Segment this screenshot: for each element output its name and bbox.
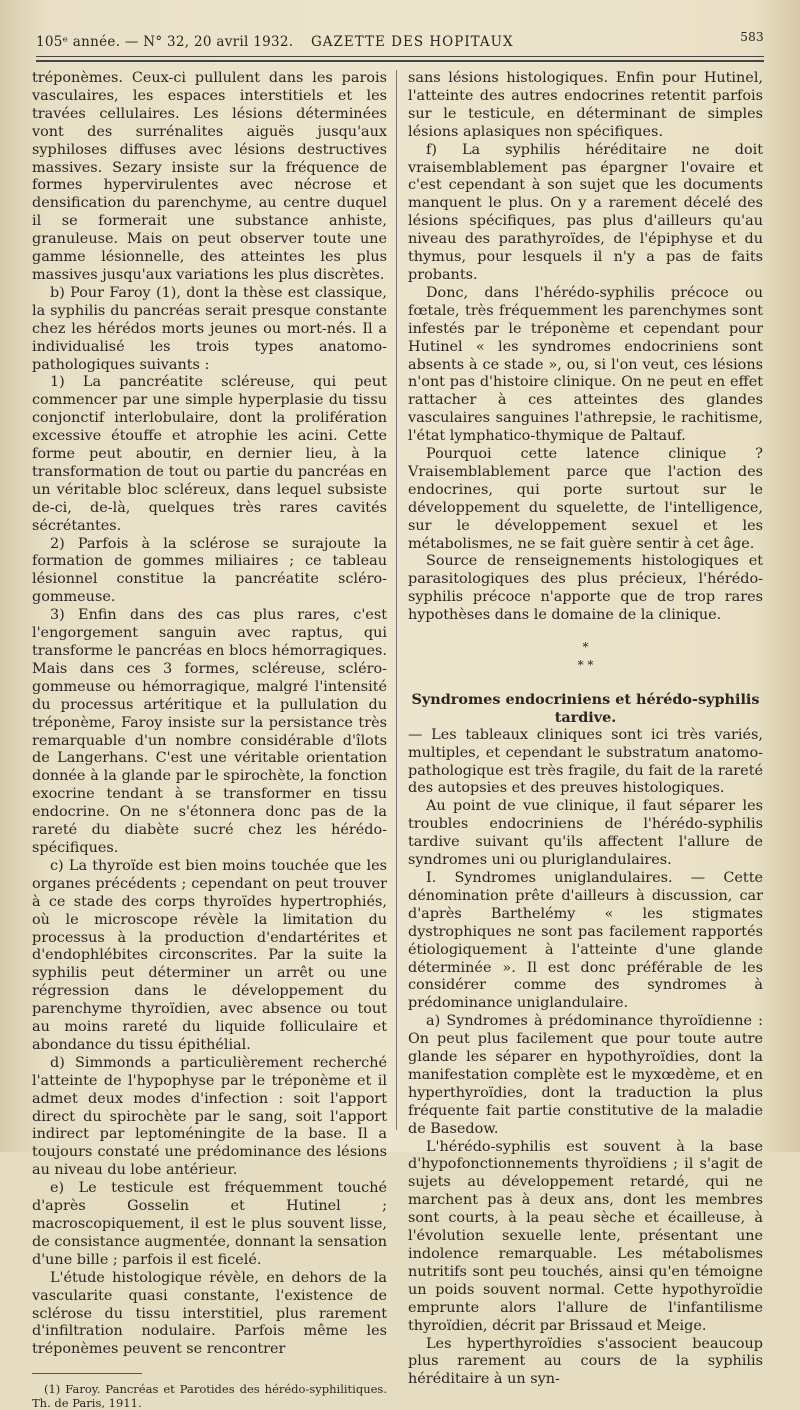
- paragraph: L'étude histologique révèle, en dehors de la vascularite quasi constante, l'existence de sclérose du tissu interstitiel, plus rarement d'infiltration nodulaire. Parfois même les tréponèmes peuvent se rencontrer: [32, 1269, 387, 1358]
- paragraph: 1) La pancréatite scléreuse, qui peut commencer par une simple hyperplasie du tissu conjonctif interlobulaire, dont la prolifération excessive étouffe et atrophie les acini. Cette forme peut aboutir, en dernier lieu, à la transformation de tout ou partie du pancréas en un véritable bloc scléreux, dans lequel subsiste de-ci, de-là, quelques très rares cavités sécrétantes.: [32, 374, 387, 534]
- paragraph: d) Simmonds a particulièrement recherché l'atteinte de l'hypophyse par le tréponème et il admet deux modes d'infection : soit l'apport direct du spirochète par le sang, soit l'apport indirect par leptoméningite de la base. Il a toujours constaté une prédominance des lésions au niveau du lobe antérieur.: [32, 1054, 387, 1179]
- left-column: [32, 70, 387, 1410]
- column-divider: [396, 70, 397, 1130]
- paragraph: f) La syphilis héréditaire ne doit vraisemblablement pas épargner l'ovaire et c'est cependant à son sujet que les documents manquent le plus. On y a rarement décelé des lésions spécifiques, pas plus d'ailleurs qu'au niveau des parathyroïdes, de l'épiphyse et du thymus, pour lesquels il n'y a pas de faits probants.: [408, 141, 763, 283]
- paragraph: tréponèmes. Ceux-ci pullulent dans les parois vasculaires, les espaces interstitiels et les travées cellulaires. Les lésions déterminées vont des surrénalites aiguës jusqu'aux syphiloses diffuses avec lésions destructives massives. Sezary insiste sur la fréquence de formes hypervirulentes avec nécrose et densification du parenchyme, au centre duquel il se formerait une substance anhiste, granuleuse. Mais on peut observer toute une gamme lésionnelle, des atteintes les plus massives jusqu'aux variations les plus discrètes.: [32, 70, 387, 283]
- paragraph: Pourquoi cette latence clinique ? Vraisemblablement parce que l'action des endocrines, qui porte surtout sur le développement du squelette, de l'intelligence, sur le développement sexuel et les métabolismes, ne se fait guère sentir à cet âge.: [408, 446, 763, 552]
- page-header: [36, 30, 764, 54]
- paragraph: b) Pour Faroy (1), dont la thèse est classique, la syphilis du pancréas serait presque constante chez les hérédos morts jeunes ou mort-nés. Il a individualisé les trois types anatomo-pathologiques suivants :: [32, 284, 387, 373]
- asterism-icon: * * *: [577, 640, 594, 672]
- paragraph: Les hyperthyroïdies s'associent beaucoup plus rarement au cours de la syphilis héréditaire à un syn-: [408, 1335, 763, 1388]
- paragraph: Au point de vue clinique, il faut séparer les troubles endocriniens de l'hérédo-syphilis tardive suivant qu'ils affectent l'allure de syndromes uni ou pluriglandulaires.: [408, 798, 763, 869]
- paragraph: 2) Parfois à la sclérose se surajoute la formation de gommes miliaires ; ce tableau lésionnel constitue la pancréatite scléro-gommeuse.: [32, 535, 387, 606]
- header-rule-thick: [36, 60, 764, 62]
- paragraph: sans lésions histologiques. Enfin pour Hutinel, l'atteinte des autres endocrines retentit parfois sur le testicule, en déterminant de simples lésions aplasiques non spécifiques.: [408, 70, 763, 140]
- paragraph: — Les tableaux cliniques sont ici très variés, multiples, et cependant le substratum anatomo-pathologique est très fragile, du fait de la rareté des autopsies et des preuves histologiques.: [408, 726, 763, 797]
- paragraph: c) La thyroïde est bien moins touchée que les organes précédents ; cependant on peut trouver à ce stade des corps thyroïdes hypertrophiés, où le microscope révèle la limitation du processus à la production d'endartérites et d'endophlébites circonscrites. Par la suite la syphilis peut déterminer un arrêt ou une régression dans le développement du parenchyme thyroïdien, avec absence ou tout au moins rareté du liquide folliculaire et abondance du tissu épithélial.: [32, 857, 387, 1053]
- paragraph: Donc, dans l'hérédo-syphilis précoce ou fœtale, très fréquemment les parenchymes sont infestés par le tréponème et cependant pour Hutinel « les syndromes endocriniens sont absents à ce stade », ou, si l'on veut, ces lésions n'ont pas d'histoire clinique. On ne peut en effet rattacher à ces atteintes des glandes vasculaires sanguines l'athrepsie, le rachitisme, l'état lymphatico-thymique de Paltauf.: [408, 284, 763, 445]
- section-title: Syndromes endocriniens et hérédo-syphilis tardive.: [411, 690, 760, 726]
- paragraph: 3) Enfin dans des cas plus rares, c'est l'engorgement sanguin avec raptus, qui transforme le pancréas en blocs hémorragiques. Mais dans ces 3 formes, scléreuse, scléro-gommeuse ou hémorragique, malgré l'intensité du processus artéritique et la pullulation du tréponème, Faroy insiste sur la persistance très remarquable d'un nombre considérable d'îlots de Langerhans. C'est une véritable orientation donnée à la glande par le spirochète, la fonction exocrine tendant à se transformer en tissu endocrine. On ne s'étonnera donc pas de la rareté du diabète sucré chez les hérédo-spécifiques.: [32, 607, 387, 856]
- right-column: [408, 70, 763, 1389]
- journal-title: GAZETTE DES HOPITAUX: [311, 34, 514, 50]
- issue-info: 105ᵉ année. — N° 32, 20 avril 1932.: [36, 34, 294, 50]
- paragraph: Source de renseignements histologiques et parasitologiques des plus précieux, l'hérédo-syphilis précoce n'apporte que de trop rares hypothèses dans le domaine de la clinique.: [408, 553, 763, 624]
- paragraph: I. Syndromes uniglandulaires. — Cette dénomination prête d'ailleurs à discussion, car d'après Barthelémy « les stigmates dystrophiques ne sont pas facilement rapportés étiologiquement à l'atteinte d'une glande déterminée ». Il est donc préférable de les considérer comme des syndromes à prédominance uniglandulaire.: [408, 869, 763, 1012]
- paragraph: e) Le testicule est fréquemment touché d'après Gosselin et Hutinel ; macroscopiquement, il est le plus souvent lisse, de consistance augmentée, donnant la sensation d'une bille ; parfois il est ficelé.: [32, 1180, 387, 1268]
- footnote-rule: [32, 1373, 142, 1374]
- page-number: 583: [740, 30, 764, 44]
- footnote: (1) Faroy. Pancréas et Parotides des hérédo-syphilitiques. Th. de Paris, 1911.: [32, 1382, 387, 1410]
- header-rule-thin: [36, 56, 764, 57]
- paragraph: L'hérédo-syphilis est souvent à la base d'hypofonctionnements thyroïdiens ; il s'agit de sujets au développement retardé, qui ne marchent pas à deux ans, dont les membres sont courts, à la peau sèche et écailleuse, à l'évolution sexuelle lente, présentant une indolence remarquable. Les métabolismes nutritifs sont peu touchés, ainsi qu'en témoigne un poids souvent normal. Cette hypothyroïdie emprunte alors l'allure de l'infantilisme thyroïdien, décrit par Brissaud et Meige.: [408, 1138, 763, 1334]
- paragraph: a) Syndromes à prédominance thyroïdienne : On peut plus facilement que pour toute autre glande les séparer en hypothyroïdies, dont la manifestation complète est le myxœdème, et en hyperthyroïdies, dont la traduction la plus fréquente fait partie constitutive de la maladie de Basedow.: [408, 1013, 763, 1137]
